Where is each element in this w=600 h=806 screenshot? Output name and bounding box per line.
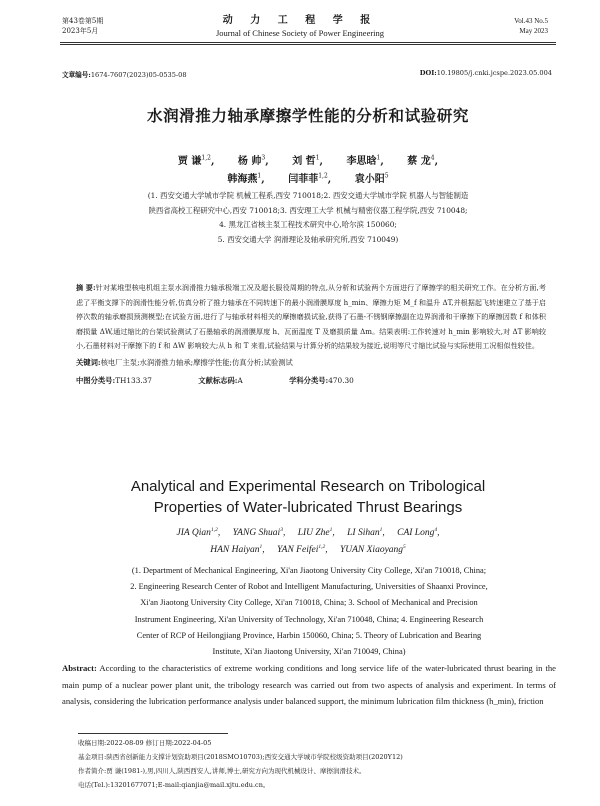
journal-name-cn: 动 力 工 程 学 报 bbox=[222, 15, 378, 26]
author-cn: 杨 帅$^3$, bbox=[237, 154, 269, 167]
article-number-label: 文章编号: bbox=[62, 71, 91, 79]
author-cn: 袁小阳$^5$ bbox=[354, 172, 389, 185]
author-en: CAI Long$^4$, bbox=[397, 527, 440, 539]
affiliation-en-line: 2. Engineering Research Center of Robot and Intelligent Manufacturing, Universities of Shaanxi Province, bbox=[130, 582, 488, 592]
header-rule-thin bbox=[60, 44, 556, 45]
affiliations-cn bbox=[60, 189, 556, 247]
author-en: HAN Haiyan$^1$, bbox=[210, 544, 265, 556]
journal-name-en: Journal of Chinese Society of Power Engineering bbox=[215, 28, 385, 38]
affiliation-en-line: Institute, Xi'an Jiaotong University, Xi'an 710049, China) bbox=[212, 647, 406, 657]
abstract-en bbox=[62, 660, 556, 710]
author-en: LIU Zhe$^1$, bbox=[297, 527, 335, 539]
footnote-contact: 电话(Tel.):13201677071;E-mail:qianjia@mail.xjtu.edu.cn。 bbox=[78, 781, 270, 789]
author-cn: 闫菲菲$^{1,2}$, bbox=[288, 172, 332, 185]
affiliation-en-line: Instrument Engineering, Xi'an University of Technology, Xi'an 710048, China; 4. Engineering Research bbox=[134, 614, 484, 624]
abstract-en-label: Abstract: bbox=[62, 663, 97, 673]
abstract-en-text: According to the characteristics of extreme working conditions and long service life of the water-lubricated thrust bearing in the main pump of a nuclear power plant unit, the tribology research was carried out from two aspects of analysis and experiment. In terms of analysis, considering the lubrication performance analysis under balanced support, the minimum lubrication film thickness (h_min), friction bbox=[62, 663, 556, 707]
author-cn: 蔡 龙$^4$, bbox=[407, 154, 439, 167]
affiliation-en-line: Xi'an Jiaotong University City College, Xi'an 710018, China; 3. School of Mechanical and Precision bbox=[140, 598, 478, 608]
author-en: YUAN Xiaoyang$^5$ bbox=[339, 544, 406, 556]
footnote-dates: 收稿日期:2022-08-09 修订日期:2022-04-05 bbox=[78, 739, 212, 747]
doi-label: DOI: bbox=[419, 69, 437, 77]
abstract-cn bbox=[76, 281, 546, 354]
authors-cn-line2 bbox=[60, 170, 556, 185]
header-volume-issue-cn: 第43卷第5期 bbox=[62, 17, 104, 25]
journal-header bbox=[150, 15, 450, 39]
header-volume-en bbox=[514, 16, 548, 36]
article-number-value: 1674-7607(2023)05-0535-08 bbox=[90, 71, 187, 79]
affiliation-en-line: Center of RCP of Heilongjiang Province, Harbin 150060, China; 5. Theory of Lubrication and Bearing bbox=[136, 630, 482, 640]
header-volume-issue-en: Vol.43 No.5 bbox=[514, 17, 548, 25]
authors-en-line2 bbox=[60, 544, 556, 555]
authors-en-line1 bbox=[60, 527, 556, 538]
keywords-cn-text: 核电厂主泵;水润滑推力轴承;摩擦学性能;仿真分析;试验测试 bbox=[100, 358, 293, 367]
abstract-cn-label: 摘 要: bbox=[76, 283, 96, 292]
author-cn: 贾 谦$^{1,2}$, bbox=[177, 154, 215, 167]
header-date-en: May 2023 bbox=[519, 27, 548, 35]
affiliation-cn-line: 4. 黑龙江省核主泵工程技术研究中心,哈尔滨 150060; bbox=[219, 220, 397, 229]
article-number bbox=[62, 69, 187, 79]
abstract-cn-text: 针对某堆型核电机组主泵水润滑推力轴承极端工况及超长服役周期的特点,从分析和试验两个方面进行了摩擦学的相关研究工作。在分析方面,考虑了平衡支撑下的润滑性能分析,仿真分析了推力轴承在不同转速下的最小润滑膜厚度 h_min、摩擦力矩 M_f 和温升 ΔT,并根据起飞转速建立了基于启停次数的轴承磨损预测模型;在试验方面,进行了与轴承材料相关的摩擦磨损试验,获得了石墨-不锈钢摩擦副在边界润滑和干摩擦下的摩擦因数 f 和体积磨损量 ΔW,通过缩比的台架试验测试了石墨轴承的润滑膜厚度 h、瓦面温度 T 及磨损质量 Δm。结果表明:工作转速对 h_min 影响较大,对 ΔT 影响较小,石墨材料对干摩擦下的 f 和 ΔW 影响较大;从 h 和 T 来看,试验结果与计算分析的结果较为接近,说明等尺寸缩比试验与实际使用工况相似性较佳。 bbox=[76, 283, 546, 351]
affiliation-en-line: (1. Department of Mechanical Engineering, Xi'an Jiaotong University City College, Xi'an 710018, China; bbox=[131, 566, 487, 575]
author-en: YANG Shuai$^3$, bbox=[232, 527, 286, 539]
affiliations-en bbox=[62, 563, 556, 660]
affiliation-cn-line: 陕西省高校工程研究中心,西安 710018;3. 西安理工大学 机械与精密仪器工程学院,西安 710048; bbox=[148, 205, 468, 215]
author-en: JIA Qian$^{1,2}$, bbox=[176, 527, 221, 539]
footnote-funding: 基金项目:陕西省创新能力支撑计划资助项目(2018SMO10703);西安交通大学城市学院校级资助项目(2020Y12) bbox=[78, 753, 403, 761]
header-date-cn: 2023年5月 bbox=[62, 27, 99, 35]
doi-value: 10.19805/j.cnki.jcspe.2023.05.004 bbox=[436, 69, 552, 77]
author-cn: 刘 哲$^1$, bbox=[292, 154, 323, 167]
author-en: LI Sihan$^1$, bbox=[347, 527, 385, 539]
article-title-cn: 水润滑推力轴承摩擦学性能的分析和试验研究 bbox=[146, 106, 469, 125]
author-cn: 李思晗$^1$, bbox=[346, 154, 384, 167]
affiliation-cn-line: (1. 西安交通大学城市学院 机械工程系,西安 710018;2. 西安交通大学城市学院 机器人与智能制造 bbox=[147, 191, 469, 200]
article-title-en-line: Analytical and Experimental Research on Tribological bbox=[130, 478, 486, 495]
clc-number: 中图分类号:TH133.37 bbox=[76, 376, 152, 385]
footnote-rule bbox=[78, 733, 228, 734]
article-title-en bbox=[60, 476, 556, 518]
keywords-cn-label: 关键词: bbox=[76, 358, 101, 367]
header-rule bbox=[60, 42, 556, 43]
footnote-author-bio: 作者简介:贾 谦(1981-),男,四川人,陕西西安人,讲师,博士,研究方向为现代机械设计、摩擦润滑技术。 bbox=[78, 767, 366, 775]
article-title-en-line: Properties of Water-lubricated Thrust Bearings bbox=[153, 499, 463, 516]
keywords-cn bbox=[76, 358, 546, 368]
author-cn: 韩海燕$^1$, bbox=[227, 172, 265, 185]
document-code: 文献标志码:A bbox=[198, 376, 243, 385]
author-en: YAN Feifei$^{1,2}$, bbox=[277, 544, 328, 556]
header-volume-cn bbox=[62, 16, 103, 36]
authors-cn-line1 bbox=[60, 152, 556, 167]
subject-code: 学科分类号:470.30 bbox=[289, 376, 354, 385]
doi bbox=[420, 69, 552, 77]
affiliation-cn-line: 5. 西安交通大学 润滑理论及轴承研究所,西安 710049) bbox=[217, 234, 399, 244]
classification-cn bbox=[76, 376, 546, 386]
